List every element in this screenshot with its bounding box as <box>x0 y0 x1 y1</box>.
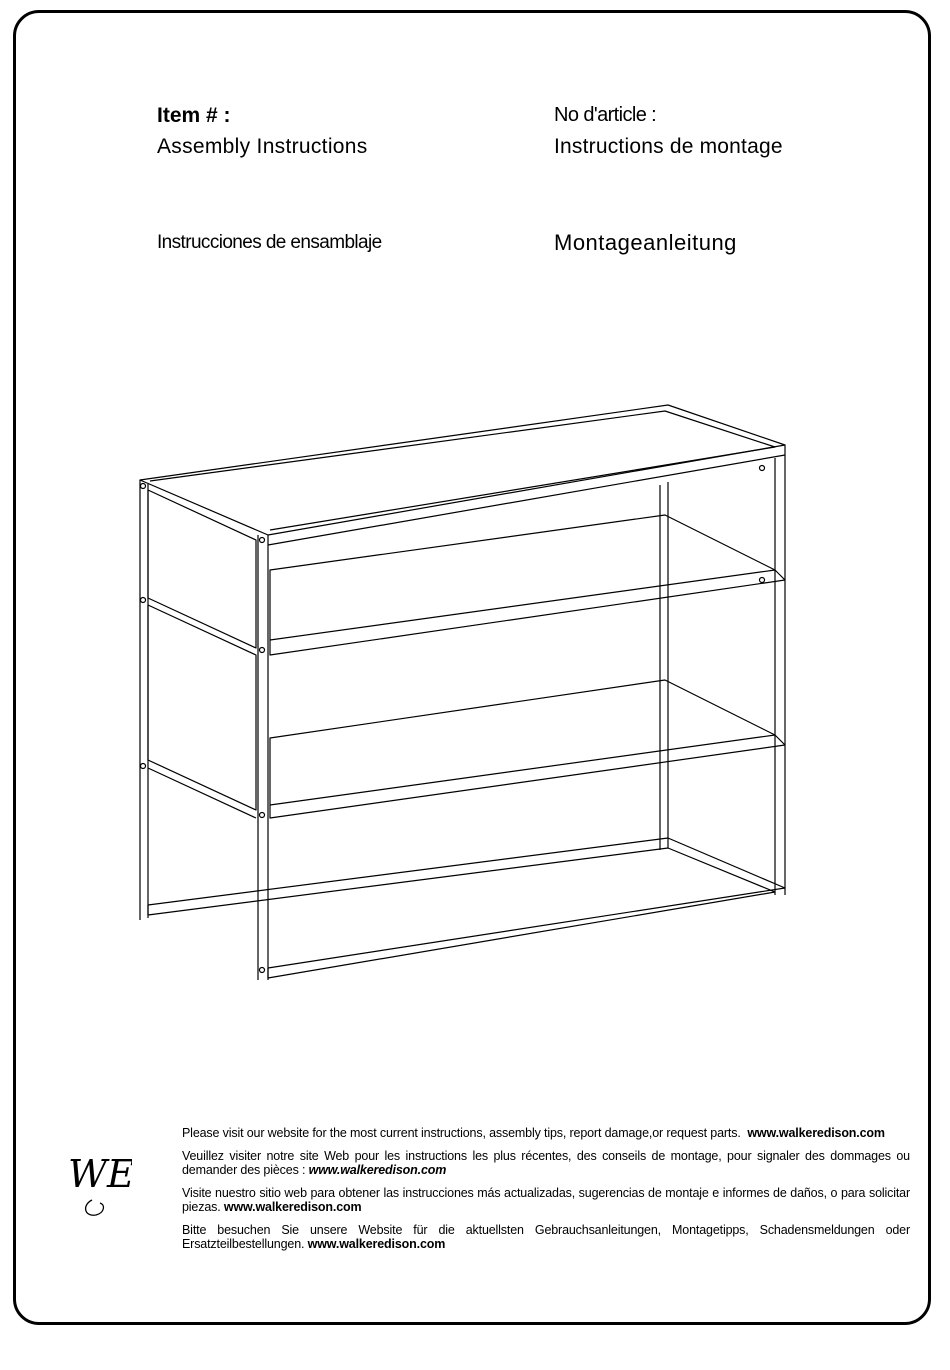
notice-fr: Veuillez visiter notre site Web pour les instructions les plus récentes, des conseils de montage, pour signaler des dommages ou demander des pièces : www.walkeredison.com <box>182 1148 910 1177</box>
item-number-label: Item # : <box>157 104 231 127</box>
notice-es: Visite nuestro sitio web para obtener las instrucciones más actualizadas, sugerencias de montaje e informes de daños, o para solicitar piezas. www.walkeredison.com <box>182 1185 910 1214</box>
bookshelf-illustration <box>130 395 800 995</box>
svg-text:WE: WE <box>68 1152 132 1196</box>
notice-de: Bitte besuchen Sie unsere Website für die aktuellsten Gebrauchsanleitungen, Montagetipps, Schadensmeldungen oder Ersatzteilbestellungen. www.walkeredison.com <box>182 1222 910 1251</box>
website-notice <box>182 1126 910 1260</box>
walker-edison-logo <box>62 1145 132 1225</box>
notice-en: Please visit our website for the most current instructions, assembly tips, report damage,or request parts. www.walkeredison.com <box>182 1126 885 1140</box>
assembly-instructions-en: Assembly Instructions <box>157 135 368 158</box>
website-link-en[interactable]: www.walkeredison.com <box>747 1126 885 1140</box>
website-link-fr[interactable]: www.walkeredison.com <box>308 1163 447 1177</box>
assembly-instructions-de: Montageanleitung <box>554 230 737 255</box>
assembly-instructions-fr: Instructions de montage <box>554 135 783 158</box>
website-link-de[interactable]: www.walkeredison.com <box>307 1237 446 1251</box>
website-link-es[interactable]: www.walkeredison.com <box>223 1200 362 1214</box>
assembly-instructions-es: Instrucciones de ensamblaje <box>157 232 382 253</box>
walker-edison-monogram-icon <box>62 1145 132 1225</box>
item-number-label-fr: No d'article : <box>554 104 657 126</box>
